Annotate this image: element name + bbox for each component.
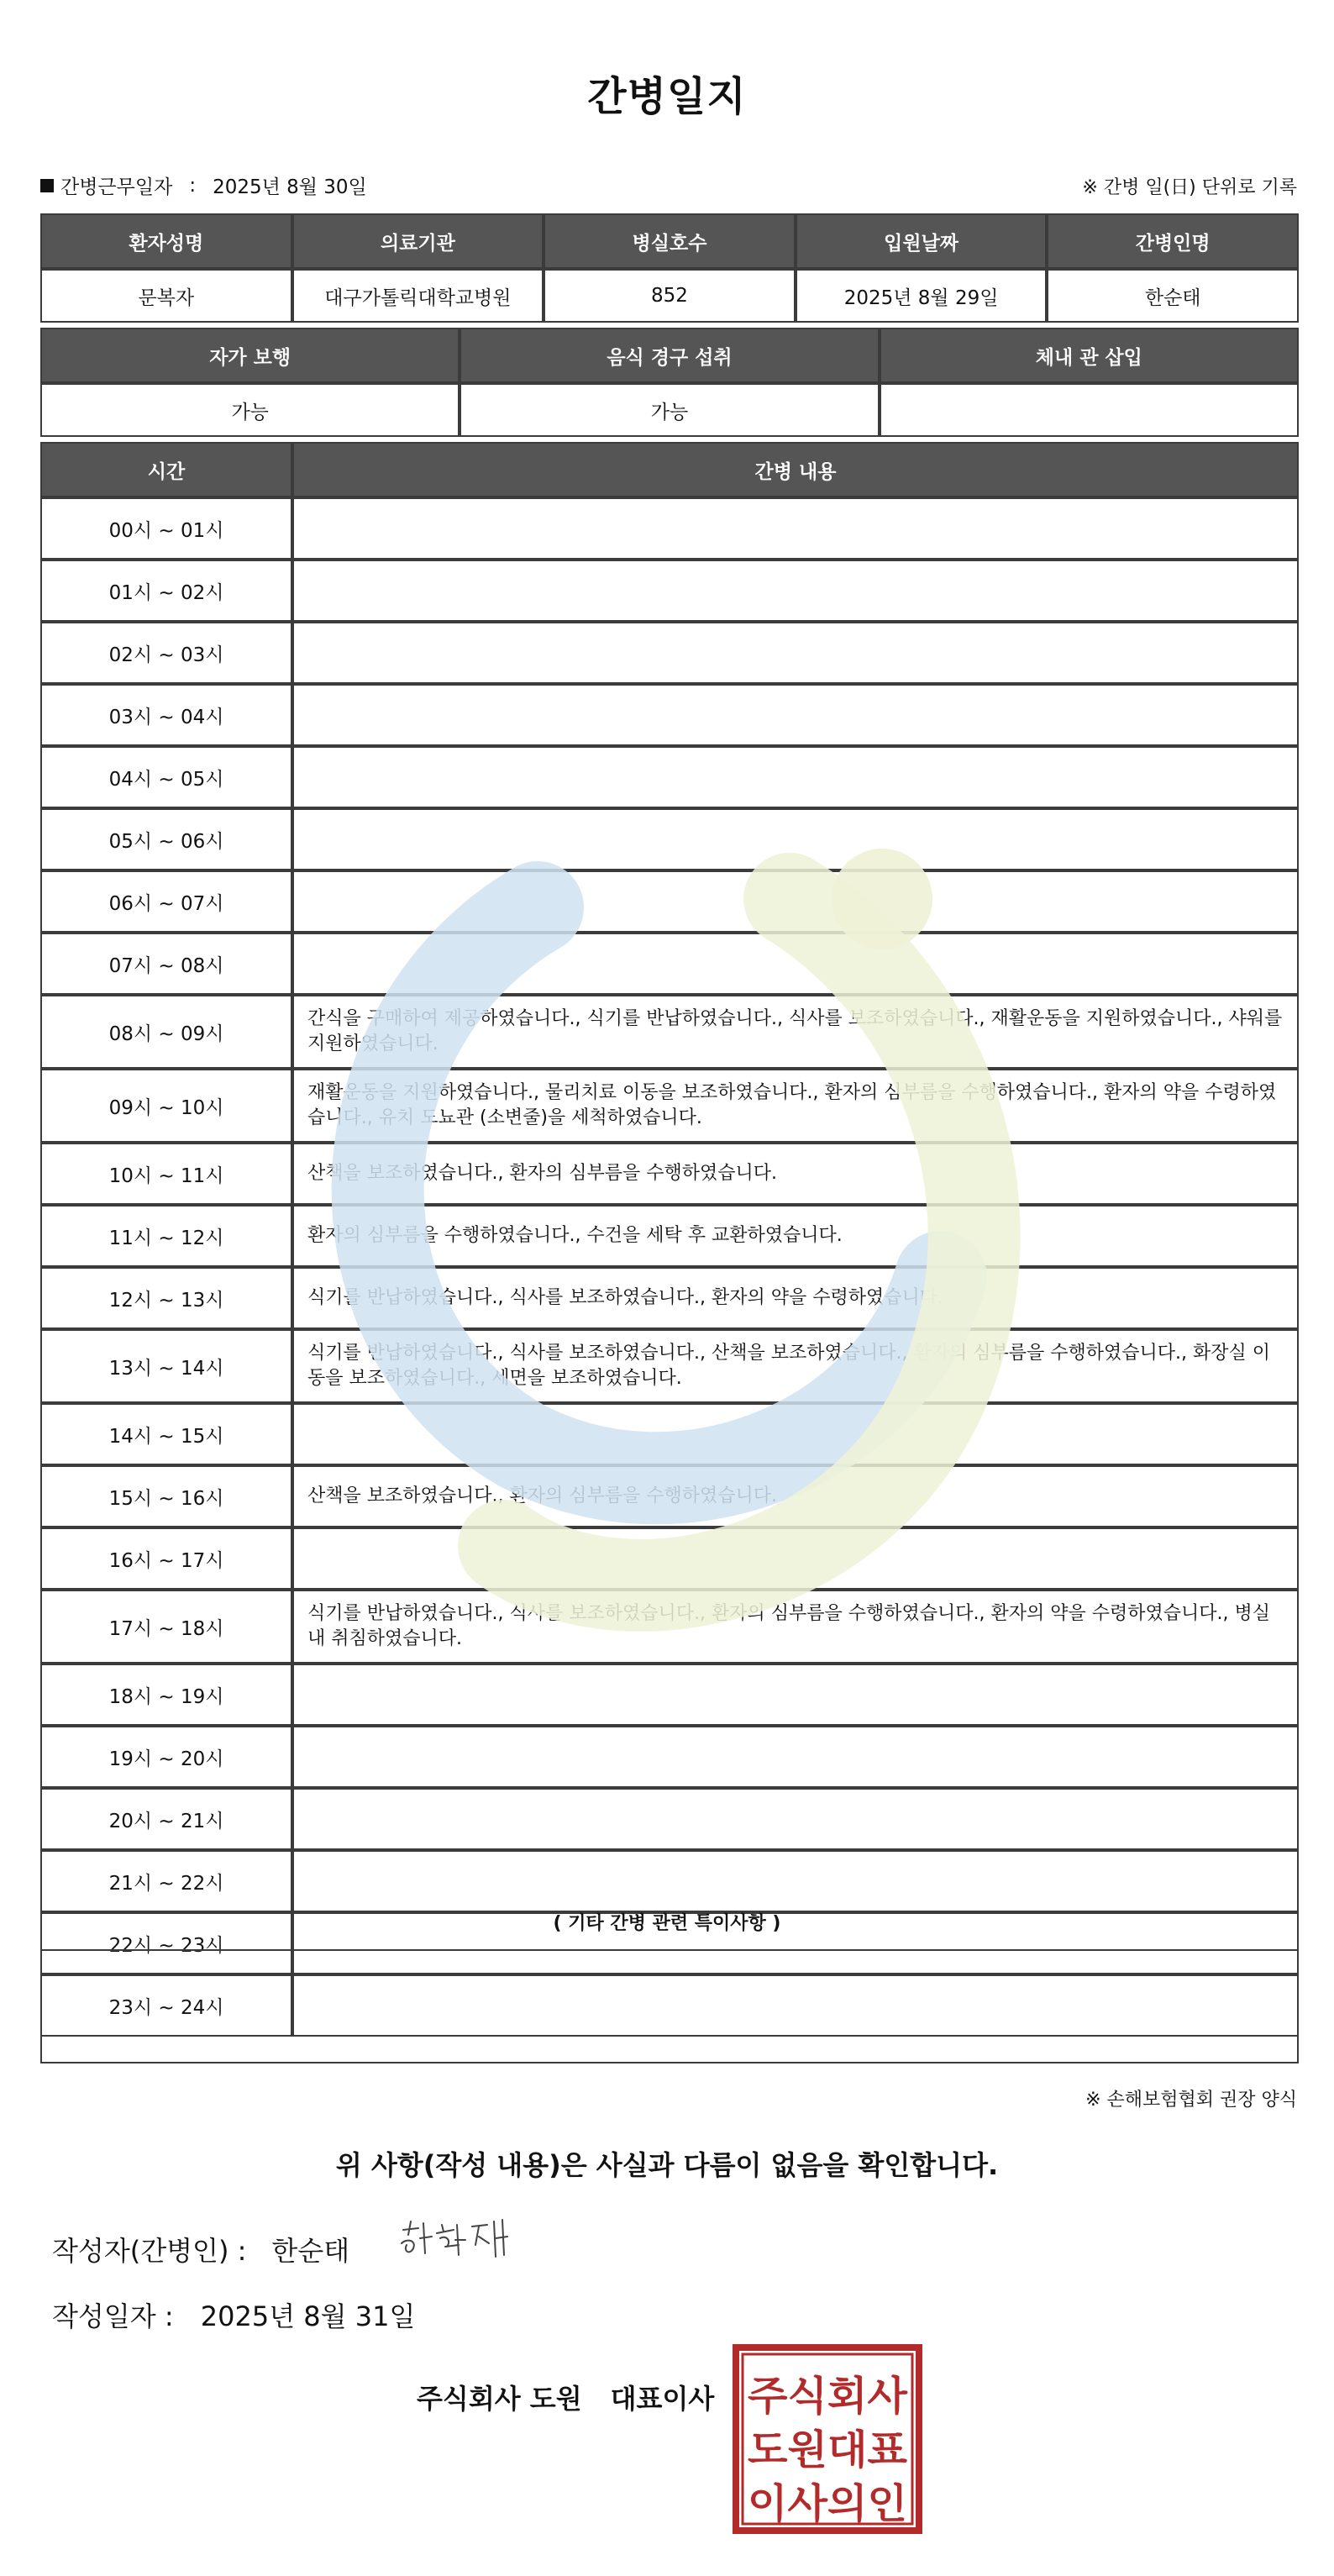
company-name: 주식회사 도원 [417, 2383, 582, 2415]
log-row [40, 622, 1299, 684]
header-care-content: 간병 내용 [292, 442, 1299, 497]
header-caregiver-name: 간병인명 [1047, 213, 1299, 269]
log-content-cell [292, 1850, 1299, 1912]
handwritten-signature [395, 2215, 521, 2265]
work-date-colon: : [189, 174, 197, 197]
written-date-row [52, 2295, 415, 2334]
log-content-cell [292, 1726, 1299, 1788]
log-time-cell: 17시 ~ 18시 [40, 1590, 292, 1664]
header-hospital: 의료기관 [292, 213, 544, 269]
log-time-cell: 18시 ~ 19시 [40, 1664, 292, 1726]
log-content-cell [292, 497, 1299, 560]
log-content-cell: 식기를 반납하였습니다., 식사를 보조하였습니다., 산책을 보조하였습니다., 환자의 심부름을 수행하였습니다., 화장실 이동을 보조하였습니다., 세면을 보조하였습니다. [292, 1329, 1299, 1403]
special-notes-box [40, 1949, 1299, 2063]
seal-text-line: 주식회사 [748, 2373, 908, 2420]
log-content-cell [292, 746, 1299, 808]
company-title: 대표이사 [610, 2383, 715, 2415]
written-date-label: 작성일자 : [52, 2300, 174, 2332]
log-time-cell: 16시 ~ 17시 [40, 1527, 292, 1590]
log-content-cell: 간식을 구매하여 제공하였습니다., 식기를 반납하였습니다., 식사를 보조하였습니다., 재활운동을 지원하였습니다., 샤워를 지원하였습니다. [292, 995, 1299, 1069]
log-time-cell: 15시 ~ 16시 [40, 1465, 292, 1527]
log-time-cell: 05시 ~ 06시 [40, 808, 292, 870]
log-time-cell: 06시 ~ 07시 [40, 870, 292, 933]
log-content-cell: 산책을 보조하였습니다., 환자의 심부름을 수행하였습니다. [292, 1465, 1299, 1527]
log-time-cell: 23시 ~ 24시 [40, 1974, 292, 2037]
writer-name: 한순태 [271, 2235, 350, 2267]
log-content-cell [292, 933, 1299, 995]
log-content-cell [292, 1527, 1299, 1590]
log-content-cell [292, 622, 1299, 684]
log-time-cell: 00시 ~ 01시 [40, 497, 292, 560]
log-time-cell: 21시 ~ 22시 [40, 1850, 292, 1912]
writer-label: 작성자(간병인) : [52, 2235, 247, 2267]
admission-date-cell: 2025년 8월 29일 [796, 269, 1048, 323]
header-patient-name: 환자성명 [40, 213, 292, 269]
log-content-cell [292, 870, 1299, 933]
log-content-cell [292, 560, 1299, 622]
seal-text-line: 도원대표 [748, 2426, 908, 2473]
log-row [40, 684, 1299, 746]
log-row [40, 1465, 1299, 1527]
status-header-row [40, 328, 1299, 383]
log-row [40, 1143, 1299, 1205]
log-body [40, 497, 1299, 2037]
header-time: 시간 [40, 442, 292, 497]
log-time-cell: 10시 ~ 11시 [40, 1143, 292, 1205]
confirmation-statement: 위 사항(작성 내용)은 사실과 다름이 없음을 확인합니다. [335, 2149, 999, 2181]
document-title: 간병일지 [587, 73, 747, 120]
log-time-cell: 11시 ~ 12시 [40, 1205, 292, 1267]
log-content-cell [292, 1664, 1299, 1726]
log-row [40, 1069, 1299, 1143]
log-row [40, 995, 1299, 1069]
log-row [40, 497, 1299, 560]
log-row [40, 1403, 1299, 1465]
log-time-cell: 22시 ~ 23시 [40, 1912, 292, 1974]
header-oral-intake: 음식 경구 섭취 [460, 328, 879, 383]
log-time-cell: 20시 ~ 21시 [40, 1788, 292, 1850]
hospital-cell: 대구가톨릭대학교병원 [292, 269, 544, 323]
log-time-cell: 02시 ~ 03시 [40, 622, 292, 684]
log-row [40, 1527, 1299, 1590]
special-notes-title: ( 기타 간병 관련 특이사항 ) [553, 1913, 781, 1934]
log-time-cell: 01시 ~ 02시 [40, 560, 292, 622]
log-time-cell: 14시 ~ 15시 [40, 1403, 292, 1465]
patient-status-table [40, 328, 1299, 437]
log-content-cell [292, 684, 1299, 746]
log-content-cell: 환자의 심부름을 수행하였습니다., 수건을 세탁 후 교환하였습니다. [292, 1205, 1299, 1267]
header-tube-insertion: 체내 관 삽입 [880, 328, 1299, 383]
seal-text-line: 이사의인 [748, 2480, 907, 2527]
log-row [40, 1329, 1299, 1403]
header-admission-date: 입원날짜 [796, 213, 1048, 269]
log-row [40, 1205, 1299, 1267]
log-row [40, 808, 1299, 870]
tube-insertion-cell [880, 383, 1299, 437]
log-time-cell: 07시 ~ 08시 [40, 933, 292, 995]
header-room-number: 병실호수 [544, 213, 796, 269]
work-date-value: 2025년 8월 30일 [213, 176, 367, 198]
patient-info-table [40, 213, 1299, 323]
log-row [40, 1664, 1299, 1726]
caregiver-name-cell: 한순태 [1047, 269, 1299, 323]
self-walking-cell: 가능 [40, 383, 460, 437]
company-seal-stamp [733, 2344, 922, 2534]
log-time-cell: 08시 ~ 09시 [40, 995, 292, 1069]
log-time-cell: 13시 ~ 14시 [40, 1329, 292, 1403]
log-content-cell [292, 808, 1299, 870]
log-content-cell: 식기를 반납하였습니다., 식사를 보조하였습니다., 환자의 약을 수령하였습니다. [292, 1267, 1299, 1329]
care-log-table [40, 442, 1299, 2037]
log-time-cell: 12시 ~ 13시 [40, 1267, 292, 1329]
log-header-row [40, 442, 1299, 497]
log-time-cell: 03시 ~ 04시 [40, 684, 292, 746]
log-row [40, 1267, 1299, 1329]
room-number-cell: 852 [544, 269, 796, 323]
work-date-label: 간병근무일자 [60, 176, 173, 198]
company-signoff [417, 2378, 714, 2416]
log-row [40, 1788, 1299, 1850]
log-content-cell: 식기를 반납하였습니다., 식사를 보조하였습니다., 환자의 심부름을 수행하였습니다., 환자의 약을 수령하였습니다., 병실 내 취침하였습니다. [292, 1590, 1299, 1664]
log-time-cell: 19시 ~ 20시 [40, 1726, 292, 1788]
log-row [40, 1590, 1299, 1664]
unit-note: ※ 간병 일(日) 단위로 기록 [1082, 177, 1297, 198]
bullet-square-icon [40, 179, 54, 192]
log-content-cell: 산책을 보조하였습니다., 환자의 심부름을 수행하였습니다. [292, 1143, 1299, 1205]
written-date-value: 2025년 8월 31일 [200, 2300, 416, 2332]
patient-value-row [40, 269, 1299, 323]
log-row [40, 1850, 1299, 1912]
header-self-walking: 자가 보행 [40, 328, 460, 383]
log-time-cell: 04시 ~ 05시 [40, 746, 292, 808]
log-row [40, 746, 1299, 808]
patient-header-row [40, 213, 1299, 269]
log-row [40, 1726, 1299, 1788]
log-row [40, 933, 1299, 995]
log-content-cell: 재활운동을 지원하였습니다., 물리치료 이동을 보조하였습니다., 환자의 심부름을 수행하였습니다., 환자의 약을 수령하였습니다., 유치 도뇨관 (소변줄)을 세척하였습니다. [292, 1069, 1299, 1143]
status-value-row [40, 383, 1299, 437]
log-row [40, 560, 1299, 622]
work-date-row [40, 171, 367, 199]
log-content-cell [292, 1788, 1299, 1850]
patient-name-cell: 문복자 [40, 269, 292, 323]
oral-intake-cell: 가능 [460, 383, 879, 437]
log-time-cell: 09시 ~ 10시 [40, 1069, 292, 1143]
log-content-cell [292, 1403, 1299, 1465]
association-note: ※ 손해보험협회 권장 양식 [1085, 2090, 1297, 2111]
writer-row [52, 2230, 349, 2268]
log-row [40, 870, 1299, 933]
